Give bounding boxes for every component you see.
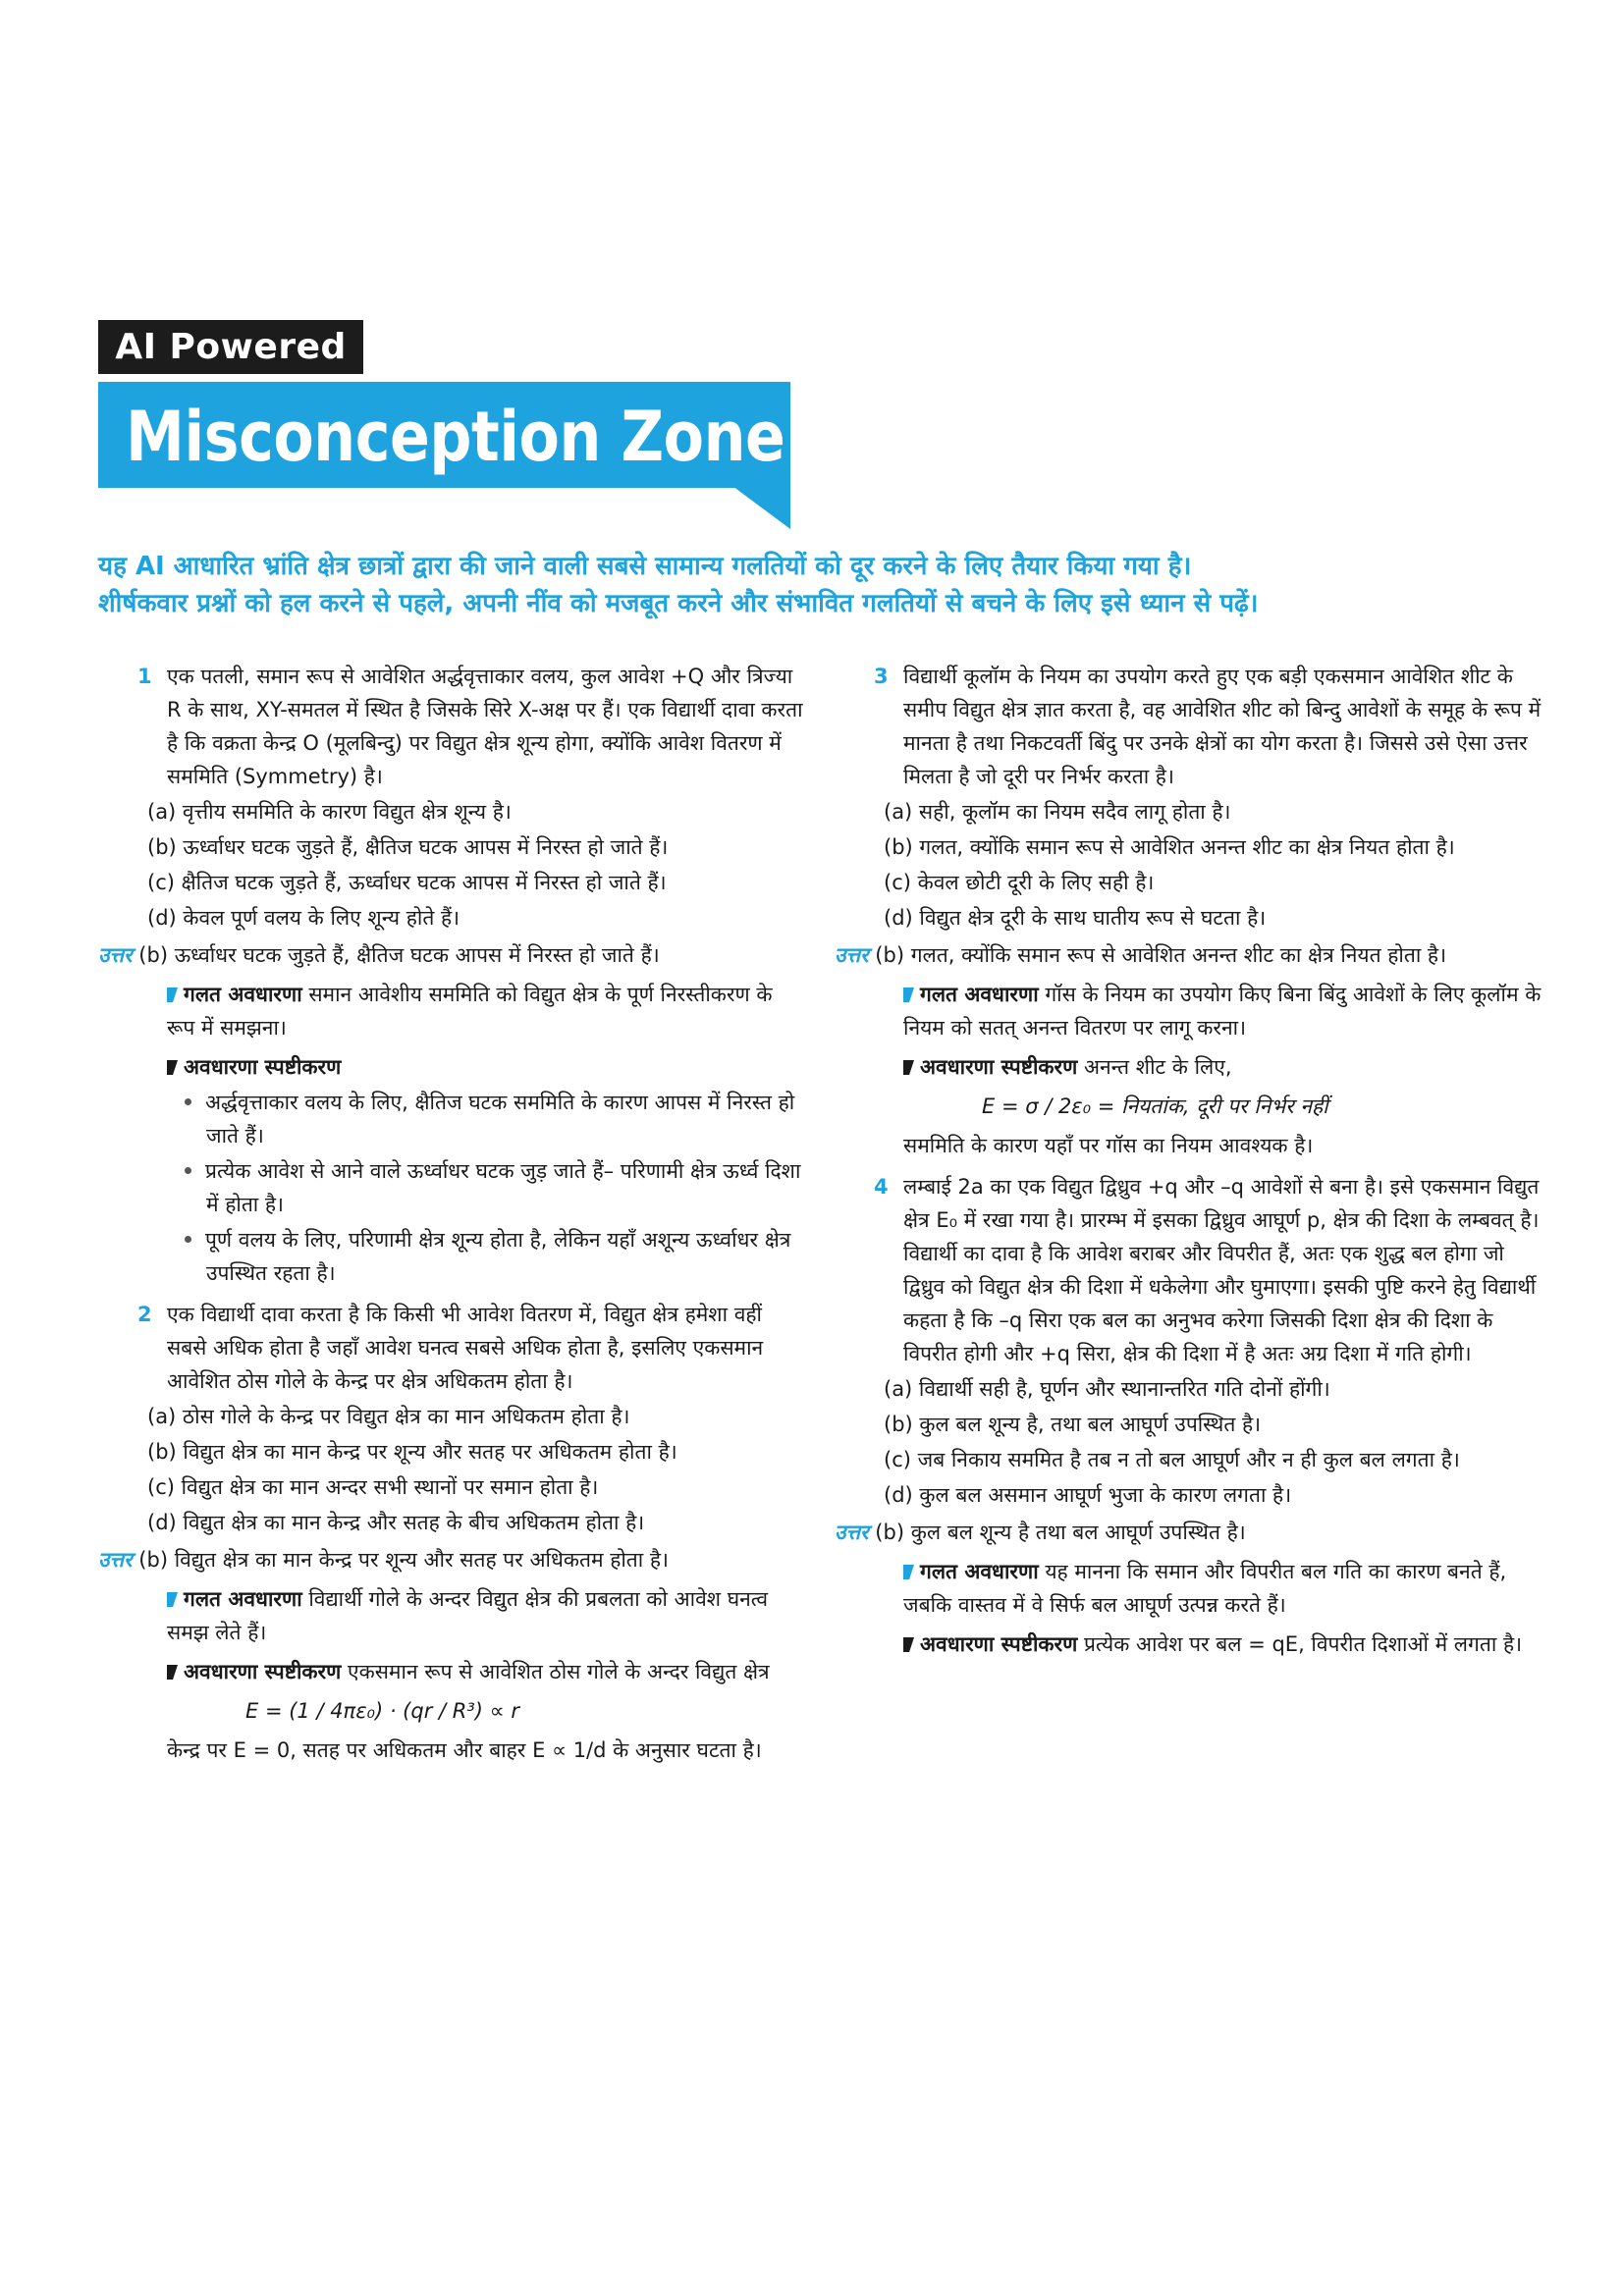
question-number: 1 [137, 665, 152, 688]
option-c: (c) क्षैतिज घटक जुड़ते हैं, ऊर्ध्वाधर घटक आपस में निरस्त हो जाते हैं। [147, 871, 667, 894]
misconception-text: विद्यार्थी गोले के अन्दर विद्युत क्षेत्र की प्रबलता को आवेश घनत्व समझ लेते हैं। [167, 1587, 769, 1644]
clarification [835, 1628, 1542, 1661]
black-marker-icon [167, 1665, 178, 1680]
answer [835, 938, 1542, 972]
question-4 [835, 1170, 1542, 1370]
answer-text: (b) कुल बल शून्य है तथा बल आघूर्ण उपस्थित है। [875, 1521, 1246, 1544]
intro-line-2: शीर्षकवार प्रश्नों को हल करने से पहले, अपनी नींव को मजबूत करने और संभावित गलतियों से बचने के लिए इसे ध्यान से पढ़ें। [98, 589, 1259, 618]
bullet-item [98, 1086, 805, 1152]
answer [835, 1516, 1542, 1549]
black-marker-icon [903, 1060, 914, 1075]
answer [98, 938, 805, 972]
formula: E = (1 / 4πε₀) · (qr / R³) ∝ r [245, 1699, 519, 1723]
bullet-text: अर्द्धवृत्ताकार वलय के लिए, क्षैतिज घटक सममिति के कारण आपस में निरस्त हो जाते हैं। [205, 1091, 795, 1148]
option-c: (c) केवल छोटी दूरी के लिए सही है। [884, 871, 1155, 894]
clarification-label: अवधारणा स्पष्टीकरण [920, 1055, 1078, 1079]
bullet-text: प्रत्येक आवेश से आने वाले ऊर्ध्वाधर घटक जुड़ जाते हैं– परिणामी क्षेत्र ऊर्ध्व दिशा में होता है। [205, 1159, 801, 1216]
bullet-icon [185, 1167, 191, 1174]
bullet-item [98, 1223, 805, 1290]
misconception-label: गलत अवधारणा [920, 983, 1039, 1006]
option-b: (b) कुल बल शून्य है, तथा बल आघूर्ण उपस्थित है। [884, 1413, 1262, 1436]
option-b: (b) ऊर्ध्वाधर घटक जुड़ते हैं, क्षैतिज घटक आपस में निरस्त हो जाते हैं। [147, 835, 669, 859]
bullet-item [98, 1154, 805, 1221]
misconception-text: समान आवेशीय सममिति को विद्युत क्षेत्र के पूर्ण निरस्तीकरण के रूप में समझना। [167, 983, 773, 1040]
bullet-icon [185, 1098, 191, 1105]
intro-line-1: यह AI आधारित भ्रांति क्षेत्र छात्रों द्वारा की जाने वाली सबसे सामान्य गलतियों को दूर करने के लिए तैयार किया गया है। [98, 552, 1192, 581]
blue-marker-icon [903, 1565, 914, 1579]
question-number: 2 [137, 1303, 152, 1326]
clarification [835, 1050, 1542, 1084]
answer-label: उत्तर [835, 943, 869, 967]
misconception-text: गॉस के नियम का उपयोग किए बिना बिंदु आवेशों के लिए कूलॉम के नियम को सतत् अनन्त वितरण पर लागू करना। [903, 983, 1542, 1040]
misconception-label: गलत अवधारणा [184, 983, 302, 1006]
misconception [98, 978, 805, 1044]
question-2 [98, 1298, 805, 1398]
formula: E = σ / 2ε₀ = नियतांक, दूरी पर निर्भर नहीं [982, 1095, 1328, 1118]
question-number: 4 [874, 1175, 889, 1199]
question-text: एक पतली, समान रूप से आवेशित अर्द्धवृत्ताकार वलय, कुल आवेश +Q और त्रिज्या R के साथ, XY-समतल में स्थित है जिसके सिरे X-अक्ष पर हैं। एक विद्यार्थी दावा करता है कि वक्रता केन्द्र O (मूलबिन्दु) पर विद्युत क्षेत्र शून्य होगा, क्योंकि आवेश वितरण में सममिति (Symmetry) है। [167, 665, 803, 788]
question-1 [98, 660, 805, 793]
question-number: 3 [874, 665, 889, 688]
question-text: लम्बाई 2a का एक विद्युत द्विध्रुव +q और –q आवेशों से बना है। इसे एकसमान विद्युत क्षेत्र E₀ में रखा गया है। प्रारम्भ में इसका द्विध्रुव आघूर्ण p, क्षेत्र की दिशा के लम्बवत् है। विद्यार्थी का दावा है कि आवेश बराबर और विपरीत हैं, अतः एक शुद्ध बल होगा जो द्विध्रुव को विद्युत क्षेत्र की दिशा में धकेलेगा और घुमाएगा। इसकी पुष्टि करने हेतु विद्यार्थी कहता है कि –q सिरा एक बल का अनुभव करेगा जिसकी दिशा क्षेत्र की दिशा के विपरीत होगी और +q सिरा, क्षेत्र की दिशा में है अतः अग्र दिशा में गति होगी। [903, 1175, 1540, 1365]
clarification-after: सममिति के कारण यहाँ पर गॉस का नियम आवश्यक है। [903, 1134, 1314, 1157]
answer-label: उत्तर [835, 1521, 869, 1544]
misconception [98, 1582, 805, 1649]
option-d: (d) कुल बल असमान आघूर्ण भुजा के कारण लगता है। [884, 1483, 1292, 1507]
misconception [835, 978, 1542, 1044]
misconception-label: गलत अवधारणा [184, 1587, 302, 1611]
clarification [98, 1050, 805, 1084]
question-3 [835, 660, 1542, 793]
answer-text: (b) गलत, क्योंकि समान रूप से आवेशित अनन्त शीट का क्षेत्र नियत होता है। [875, 943, 1447, 967]
clarification-label: अवधारणा स्पष्टीकरण [184, 1055, 342, 1079]
misconception-label: गलत अवधारणा [920, 1560, 1039, 1583]
option-d: (d) विद्युत क्षेत्र दूरी के साथ घातीय रूप से घटता है। [884, 906, 1267, 930]
option-d: (d) केवल पूर्ण वलय के लिए शून्य होते हैं। [147, 906, 460, 930]
answer [98, 1543, 805, 1576]
option-b: (b) गलत, क्योंकि समान रूप से आवेशित अनन्त शीट का क्षेत्र नियत होता है। [884, 835, 1455, 859]
left-column [98, 660, 805, 1769]
bullet-text: पूर्ण वलय के लिए, परिणामी क्षेत्र शून्य होता है, लेकिन यहाँ अशून्य ऊर्ध्वाधर क्षेत्र उपस्थित रहता है। [205, 1228, 791, 1285]
misconception-text: यह मानना कि समान और विपरीत बल गति का कारण बनते हैं, जबकि वास्तव में वे सिर्फ बल आघूर्ण उत्पन्न करते हैं। [903, 1560, 1507, 1617]
black-marker-icon [903, 1637, 914, 1652]
clarification [98, 1655, 805, 1688]
blue-marker-icon [167, 1592, 178, 1607]
option-a: (a) विद्यार्थी सही है, घूर्णन और स्थानान्तरित गति दोनों होंगी। [884, 1377, 1330, 1401]
clarification-label: अवधारणा स्पष्टीकरण [184, 1660, 342, 1683]
right-column [835, 660, 1542, 1663]
clarification-after: केन्द्र पर E = 0, सतह पर अधिकतम और बाहर E ∝ 1/d के अनुसार घटता है। [167, 1738, 762, 1762]
clarification-text: एकसमान रूप से आवेशित ठोस गोले के अन्दर विद्युत क्षेत्र [347, 1660, 770, 1683]
question-text: एक विद्यार्थी दावा करता है कि किसी भी आवेश वितरण में, विद्युत क्षेत्र हमेशा वहीं सबसे अधिक होता है जहाँ आवेश घनत्व सबसे अधिक होता है, इसलिए एकसमान आवेशित ठोस गोले के केन्द्र पर क्षेत्र अधिकतम होता है। [167, 1303, 764, 1393]
option-a: (a) ठोस गोले के केन्द्र पर विद्युत क्षेत्र का मान अधिकतम होता है। [147, 1405, 630, 1428]
answer-text: (b) विद्युत क्षेत्र का मान केन्द्र पर शून्य और सतह पर अधिकतम होता है। [138, 1548, 669, 1572]
intro-text [98, 548, 1532, 622]
answer-text: (b) ऊर्ध्वाधर घटक जुड़ते हैं, क्षैतिज घटक आपस में निरस्त हो जाते हैं। [138, 943, 660, 967]
option-a: (a) वृत्तीय सममिति के कारण विद्युत क्षेत्र शून्य है। [147, 800, 512, 824]
blue-marker-icon [167, 988, 178, 1002]
clarification-text: अनन्त शीट के लिए, [1083, 1055, 1232, 1079]
option-d: (d) विद्युत क्षेत्र का मान केन्द्र और सतह के बीच अधिकतम होता है। [147, 1511, 645, 1534]
answer-label: उत्तर [98, 943, 133, 967]
option-c: (c) विद्युत क्षेत्र का मान अन्दर सभी स्थानों पर समान होता है। [147, 1475, 599, 1499]
clarification-text: प्रत्येक आवेश पर बल = qE, विपरीत दिशाओं में लगता है। [1083, 1632, 1523, 1656]
question-text: विद्यार्थी कूलॉम के नियम का उपयोग करते हुए एक बड़ी एकसमान आवेशित शीट के समीप विद्युत क्षेत्र ज्ञात करता है, वह आवेशित शीट को बिन्दु आवेशों के समूह के रूप में मानता है तथा निकटवर्ती बिंदु पर उनके क्षेत्रों का योग करता है। जिससे उसे ऐसा उत्तर मिलता है जो दूरी पर निर्भर करता है। [903, 665, 1542, 788]
black-marker-icon [167, 1060, 178, 1075]
ai-powered-badge: AI Powered [98, 320, 363, 374]
blue-marker-icon [903, 988, 914, 1002]
option-b: (b) विद्युत क्षेत्र का मान केन्द्र पर शून्य और सतह पर अधिकतम होता है। [147, 1440, 677, 1464]
bullet-icon [185, 1236, 191, 1243]
misconception [835, 1555, 1542, 1622]
clarification-label: अवधारणा स्पष्टीकरण [920, 1632, 1078, 1656]
answer-label: उत्तर [98, 1548, 133, 1572]
page-title: Misconception Zone [126, 397, 785, 477]
option-c: (c) जब निकाय सममित है तब न तो बल आघूर्ण और न ही कुल बल लगता है। [884, 1448, 1460, 1471]
option-a: (a) सही, कूलॉम का नियम सदैव लागू होता है। [884, 800, 1231, 824]
